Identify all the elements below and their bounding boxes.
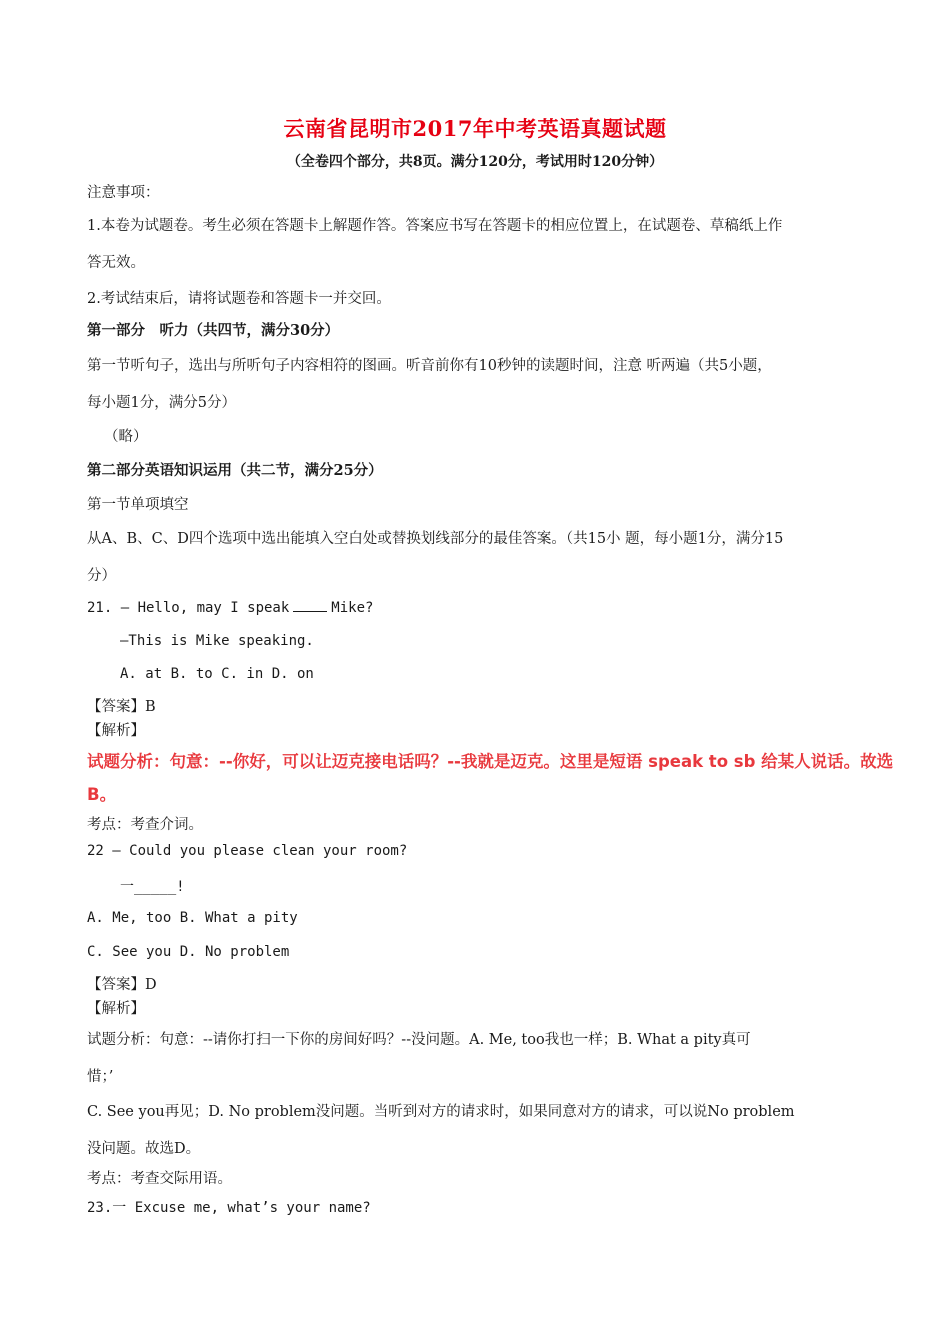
part1-omitted: （略）	[104, 429, 148, 445]
page-title: 云南省昆明市2017年中考英语真题试题	[283, 116, 667, 141]
notice-item-2: 2.考试结束后，请将试题卷和答题卡一并交回。	[87, 291, 391, 307]
q22-answer: 【答案】D	[87, 977, 157, 993]
part2-heading: 第二部分英语知识运用（共二节，满分25分）	[87, 462, 383, 479]
q21-analysis-cont: B。	[87, 785, 117, 804]
q23-prompt: 23.一 Excuse me, what’s your name?	[87, 1200, 371, 1216]
q22-options-ab: A. Me, too B. What a pity	[87, 910, 298, 926]
q21-point: 考点：考查介词。	[87, 817, 203, 833]
q22-analysis-cont1: 惜；’	[87, 1069, 114, 1085]
part2-instructions-cont: 分）	[87, 568, 116, 584]
q21-prompt-end: Mike?	[331, 600, 374, 616]
part1-heading: 第一部分 听力（共四节，满分30分）	[87, 322, 340, 339]
q21-reply: —This is Mike speaking.	[120, 633, 314, 649]
part2-section1: 第一节单项填空	[87, 497, 189, 513]
q21-prompt-start: 21. — Hello, may I speak	[87, 600, 290, 616]
q21-blank	[293, 599, 327, 612]
part1-instructions-cont: 每小题1分，满分5分）	[87, 395, 236, 411]
q21-prompt	[87, 599, 373, 616]
q22-analysis-label: 【解析】	[87, 1001, 145, 1017]
part1-instructions: 第一节听句子，选出与所听句子内容相符的图画。听音前你有10秒钟的读题时间，注意 听两遍（共5小题，	[87, 358, 772, 374]
notice-item-1-cont: 答无效。	[87, 255, 145, 271]
q22-point: 考点：考查交际用语。	[87, 1171, 232, 1187]
q22-reply: 一_____!	[120, 879, 185, 895]
notice-item-1: 1.本卷为试题卷。考生必须在答题卡上解题作答。答案应书写在答题卡的相应位置上，在试题卷、草稿纸上作	[87, 218, 783, 234]
q22-analysis: 试题分析：句意：--请你打扫一下你的房间好吗？--没问题。A. Me, too我也一样；B. What a pity真可	[87, 1032, 751, 1048]
q21-answer: 【答案】B	[87, 699, 156, 715]
q22-analysis-cont2: C. See you再见；D. No problem没问题。当听到对方的请求时，如果同意对方的请求，可以说No problem	[87, 1104, 795, 1120]
q21-analysis: 试题分析：句意：--你好，可以让迈克接电话吗？--我就是迈克。这里是短语 speak to sb 给某人说话。故选	[87, 752, 894, 771]
q21-analysis-label: 【解析】	[87, 723, 145, 739]
q22-options-cd: C. See you D. No problem	[87, 944, 290, 960]
q22-prompt: 22 — Could you please clean your room?	[87, 843, 408, 859]
q22-analysis-cont3: 没问题。故选D。	[87, 1141, 201, 1157]
page-subtitle: （全卷四个部分，共8页。满分120分，考试用时120分钟）	[286, 154, 664, 170]
q21-options: A. at B. to C. in D. on	[120, 666, 314, 682]
notice-heading: 注意事项：	[87, 185, 160, 201]
part2-instructions: 从A、B、C、D四个选项中选出能填入空白处或替换划线部分的最佳答案。（共15小 题，每小题1分，满分15	[87, 531, 784, 547]
